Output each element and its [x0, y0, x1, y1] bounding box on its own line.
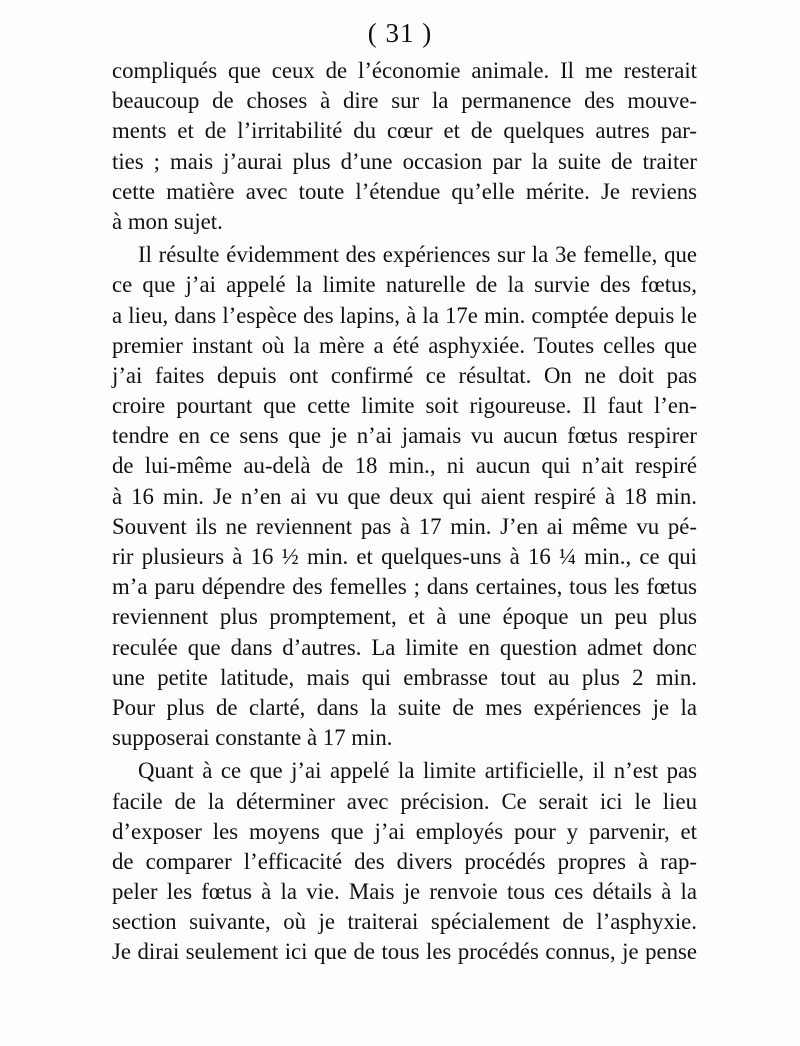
paragraph-1 — [112, 56, 697, 237]
text-line: d’exposer les moyens que j’ai employés pour y parvenir, et — [112, 818, 697, 844]
text-line: beaucoup de choses à dire sur la permanence des mouve- — [112, 88, 697, 114]
text-line: de comparer l’efficacité des divers procédés propres à rap- — [112, 848, 697, 874]
text-line: premier instant où la mère a été asphyxiée. Toutes celles que — [112, 332, 697, 358]
text-line: Souvent ils ne reviennent pas à 17 min. J’en ai même vu pé- — [112, 513, 697, 539]
text-line: une petite latitude, mais qui embrasse tout au plus 2 min. — [112, 664, 697, 690]
text-line: Pour plus de clarté, dans la suite de mes expériences je la — [112, 694, 697, 720]
text-line: j’ai faites depuis ont confirmé ce résultat. On ne doit pas — [112, 362, 697, 388]
text-line: reculée que dans d’autres. La limite en question admet donc — [112, 634, 697, 660]
text-line: Quant à ce que j’ai appelé la limite artificielle, il n’est pas — [138, 758, 697, 784]
page-number: ( 31 ) — [367, 18, 433, 48]
paragraph-2 — [112, 240, 697, 753]
text-line: facile de la déterminer avec précision. Ce serait ici le lieu — [112, 788, 697, 814]
text-line: peler les fœtus à la vie. Mais je renvoie tous ces détails à la — [112, 879, 697, 905]
text-line: croire pourtant que cette limite soit rigoureuse. Il faut l’en- — [112, 393, 697, 419]
text-line: reviennent plus promptement, et à une époque un peu plus — [112, 604, 697, 630]
text-line: a lieu, dans l’espèce des lapins, à la 17e min. comptée depuis le — [112, 302, 697, 328]
text-line: Je dirai seulement ici que de tous les procédés connus, je pense — [112, 939, 697, 965]
text-line: cette matière avec toute l’étendue qu’elle mérite. Je reviens — [112, 178, 697, 204]
text-line: compliqués que ceux de l’économie animale. Il me resterait — [112, 58, 697, 83]
paragraph-3 — [112, 756, 697, 967]
text-line: section suivante, où je traiterai spécialement de l’asphyxie. — [112, 909, 697, 935]
text-line: ments et de l’irritabilité du cœur et de quelques autres par- — [112, 118, 697, 144]
text-line: supposerai constante à 17 min. — [112, 725, 393, 751]
text-line: à mon sujet. — [112, 208, 223, 234]
text-line: à 16 min. Je n’en ai vu que deux qui aient respiré à 18 min. — [112, 483, 697, 509]
text-line: tendre en ce sens que je n’ai jamais vu aucun fœtus respirer — [112, 423, 697, 449]
text-line: ce que j’ai appelé la limite naturelle de la survie des fœtus, — [112, 272, 697, 298]
text-line: Il résulte évidemment des expériences sur la 3e femelle, que — [138, 242, 697, 268]
body-text — [112, 56, 697, 968]
text-line: de lui-même au-delà de 18 min., ni aucun qui n’ait respiré — [112, 453, 697, 479]
text-line: ties ; mais j’aurai plus d’une occasion par la suite de traiter — [112, 148, 697, 174]
text-line: m’a paru dépendre des femelles ; dans certaines, tous les fœtus — [112, 574, 697, 600]
text-line: rir plusieurs à 16 ½ min. et quelques-uns à 16 ¼ min., ce qui — [112, 544, 697, 569]
